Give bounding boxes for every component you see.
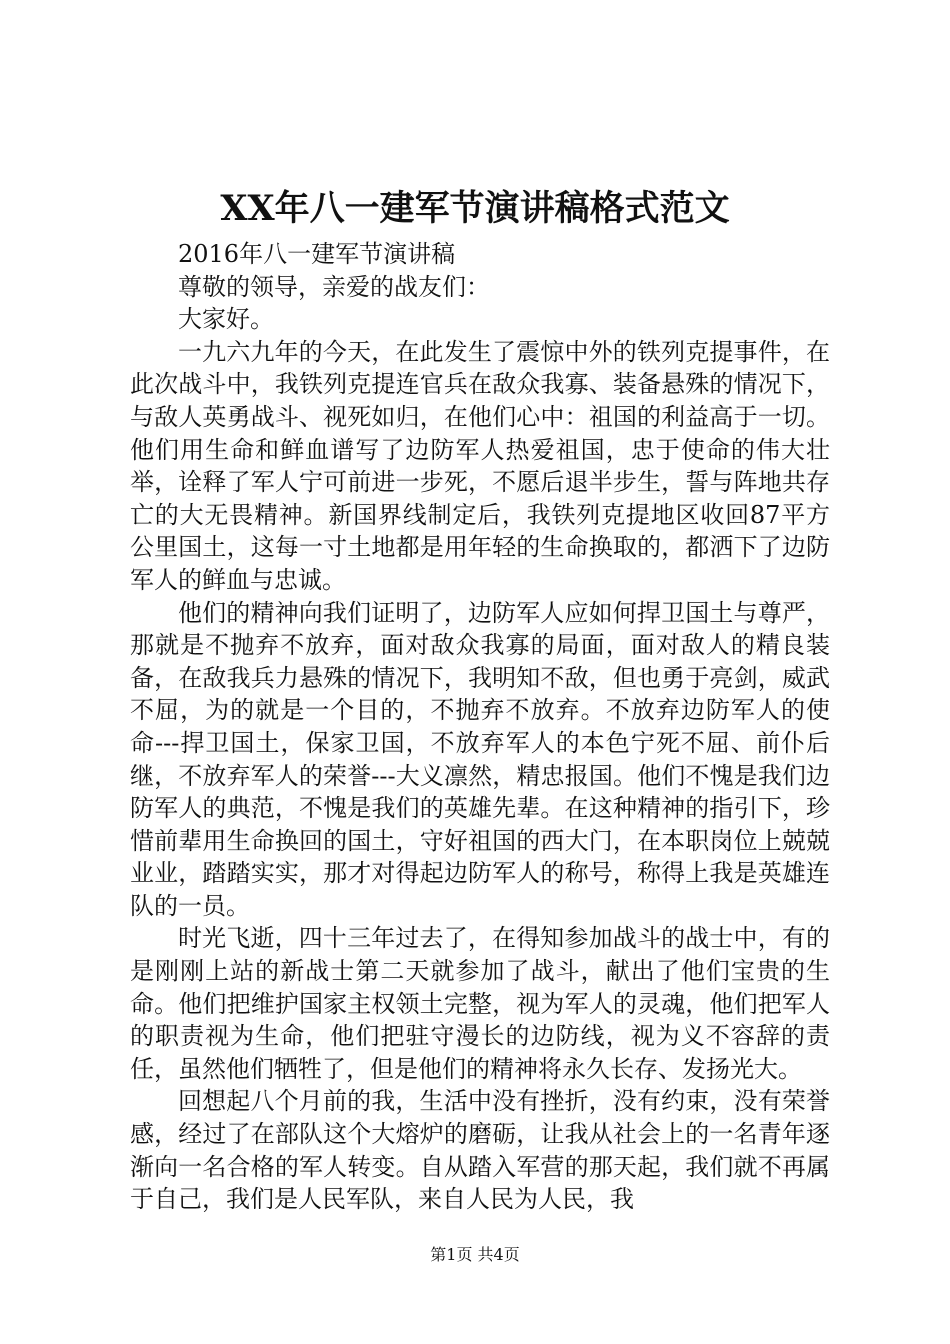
body-paragraph: 大家好。	[178, 305, 274, 334]
body-paragraph: 一九六九年的今天，在此发生了震惊中外的铁列克提事件，在此次战斗中，我铁列克提连官兵在敌众我寡、装备悬殊的情况下，与敌人英勇战斗、视死如归，在他们心中：祖国的利益高于一切。他们用生命和鲜血谱写了边防军人热爱祖国，忠于使命的伟大壮举，诠释了军人宁可前进一步死，不愿后退半步生，誓与阵地共存亡的大无畏精神。新国界线制定后，我铁列克提地区收回87平方公里国土，这每一寸土地都是用年轻的生命换取的，都洒下了边防军人的鲜血与忠诚。	[130, 337, 830, 594]
document-title: XX年八一建军节演讲稿格式范文	[220, 188, 730, 229]
body-paragraph: 2016年八一建军节演讲稿	[178, 240, 456, 268]
body-paragraph: 他们的精神向我们证明了，边防军人应如何捍卫国土与尊严，那就是不抛弃不放弃，面对敌众我寡的局面，面对敌人的精良装备，在敌我兵力悬殊的情况下，我明知不敌，但也勇于亮剑，威武不屈，为的就是一个目的，不抛弃不放弃。不放弃边防军人的使命---捍卫国土，保家卫国，不放弃军人的本色宁死不屈、前仆后继，不放弃军人的荣誉---大义凛然，精忠报国。他们不愧是我们边防军人的典范，不愧是我们的英雄先辈。在这种精神的指引下，珍惜前辈用生命换回的国土，守好祖国的西大门，在本职岗位上兢兢业业，踏踏实实，那才对得起边防军人的称号，称得上我是英雄连队的一员。	[130, 598, 830, 920]
page-footer: 第1页 共4页	[430, 1245, 520, 1264]
body-paragraph: 回想起八个月前的我，生活中没有挫折，没有约束，没有荣誉感，经过了在部队这个大熔炉的磨砺，让我从社会上的一名青年逐渐向一名合格的军人转变。自从踏入军营的那天起，我们就不再属于自己，我们是人民军队，来自人民为人民，我	[130, 1087, 830, 1214]
body-paragraph: 时光飞逝，四十三年过去了，在得知参加战斗的战士中，有的是刚刚上站的新战士第二天就参加了战斗，献出了他们宝贵的生命。他们把维护国家主权领土完整，视为军人的灵魂，他们把军人的职责视为生命，他们把驻守漫长的边防线，视为义不容辞的责任，虽然他们牺牲了，但是他们的精神将永久长存、发扬光大。	[130, 924, 830, 1083]
body-paragraph: 尊敬的领导，亲爱的战友们：	[178, 272, 490, 301]
document-body	[130, 238, 830, 1216]
